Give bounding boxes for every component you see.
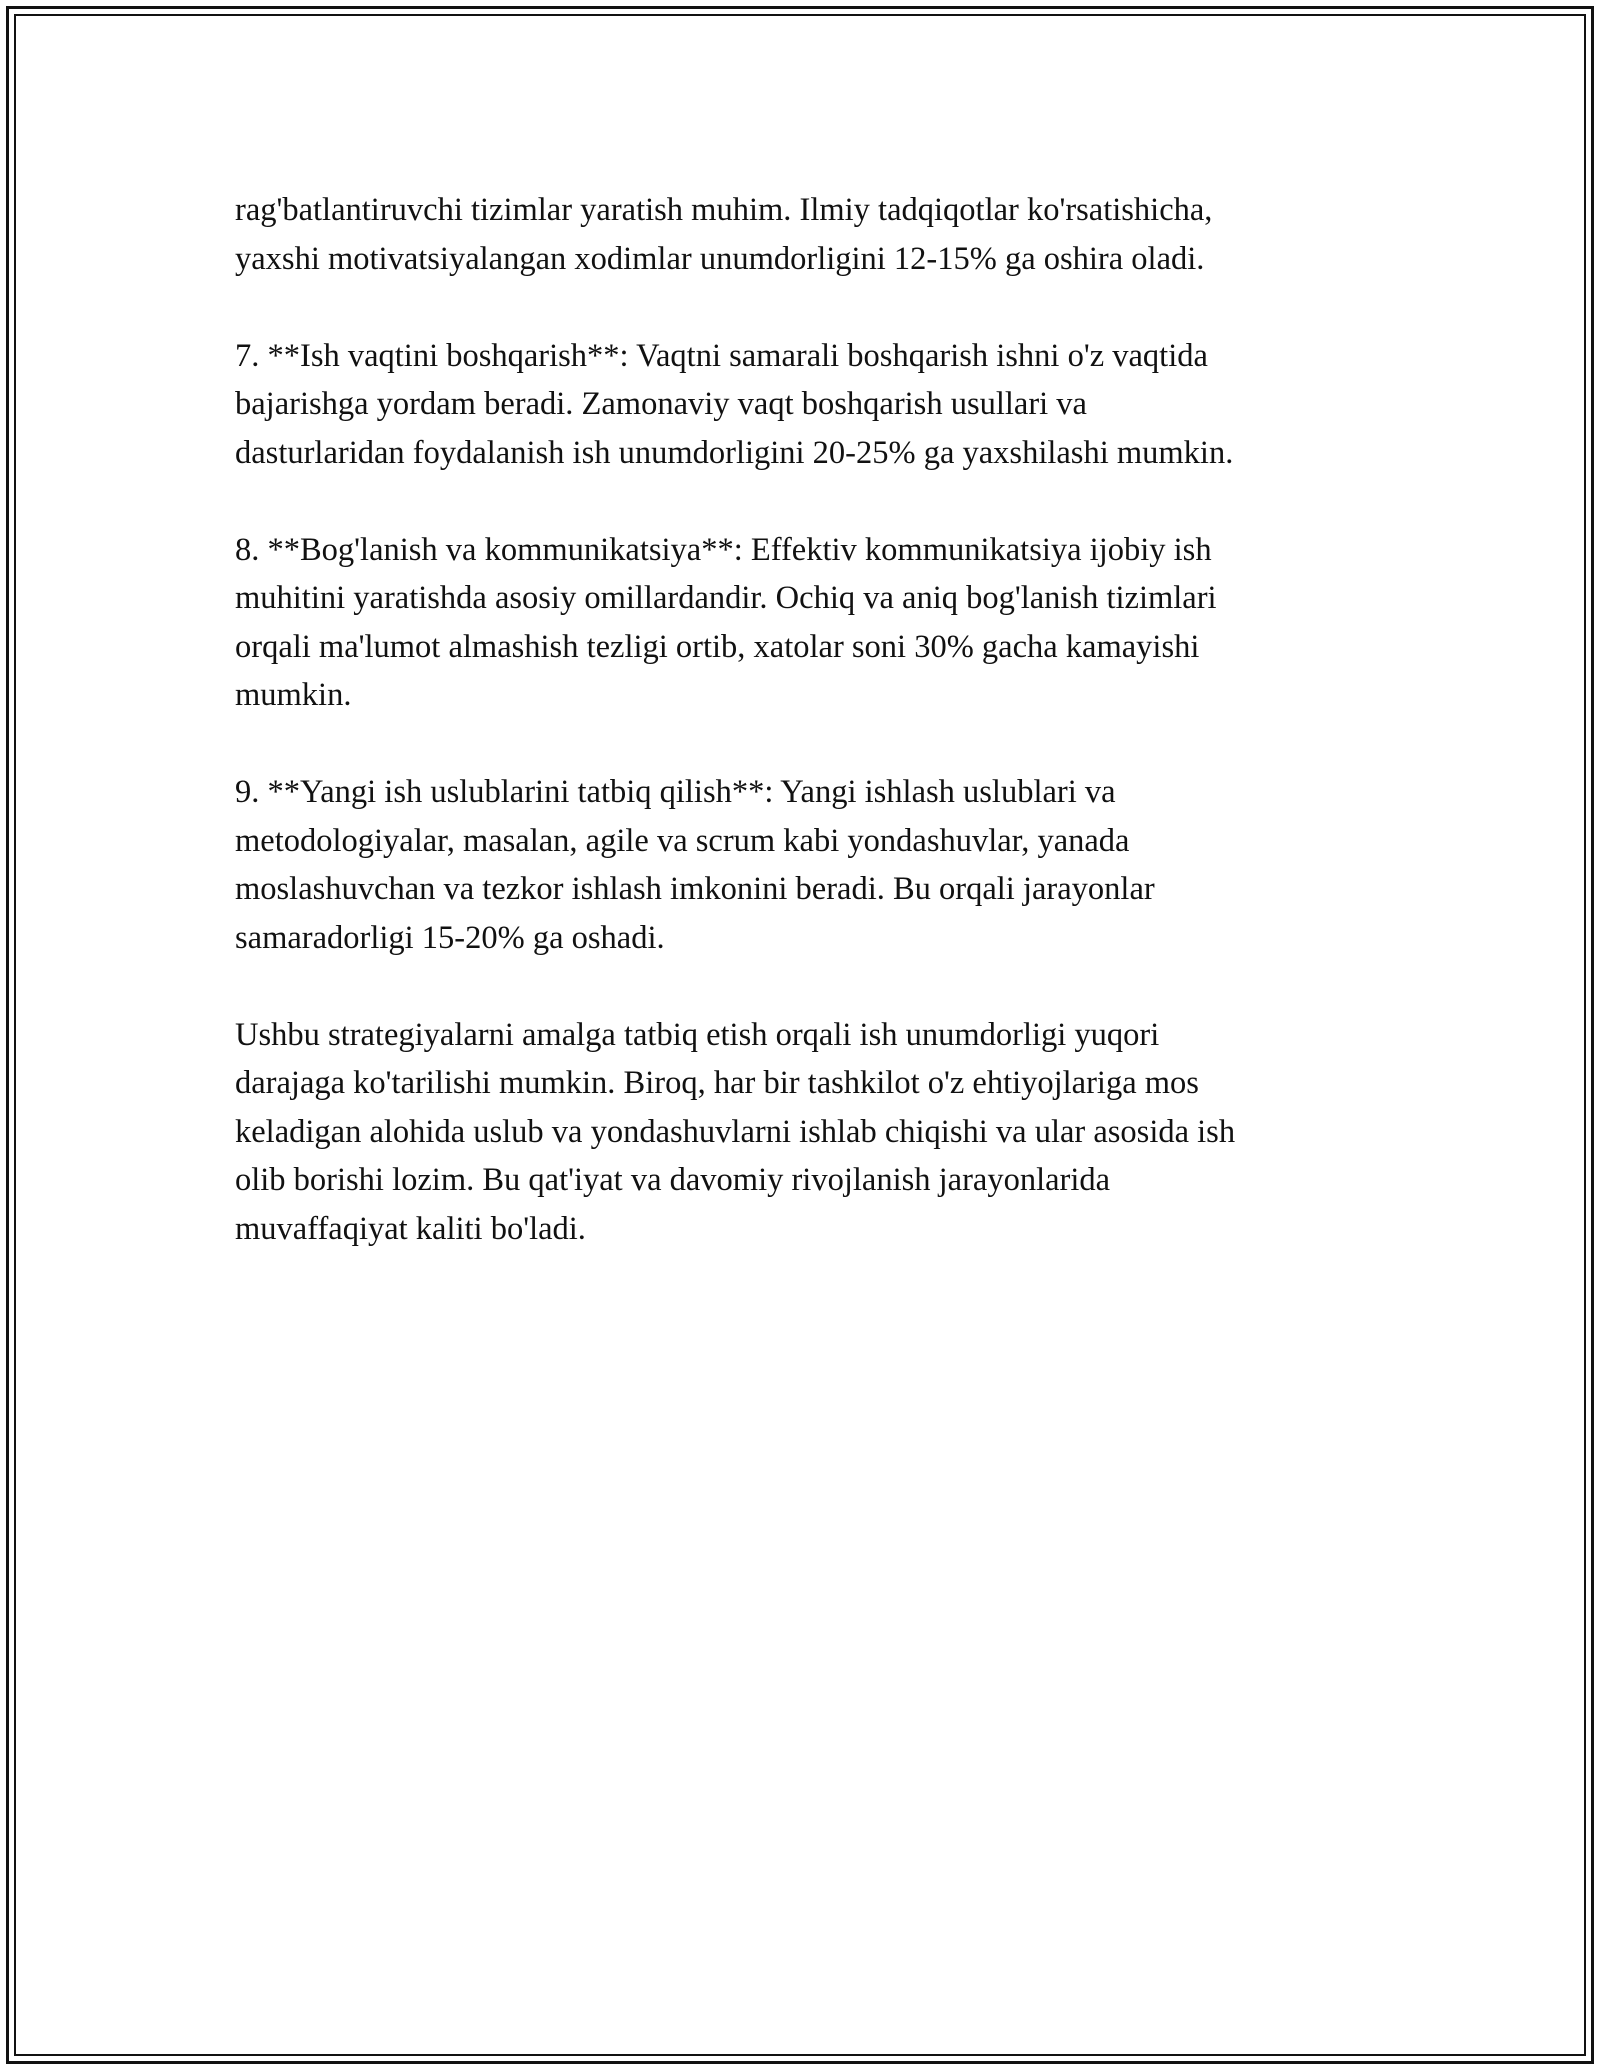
- paragraph-item-8: [235, 526, 1385, 720]
- paragraph-conclusion: [235, 1011, 1385, 1254]
- paragraph-item-7: [235, 332, 1385, 478]
- text-line: 9. **Yangi ish uslublarini tatbiq qilish**: Yangi ishlash uslublari va: [235, 774, 1116, 810]
- text-line: darajaga ko'tarilishi mumkin. Biroq, har bir tashkilot o'z ehtiyojlariga mos: [235, 1065, 1199, 1101]
- text-line: keladigan alohida uslub va yondashuvlarni ishlab chiqishi va ular asosida ish: [235, 1113, 1236, 1150]
- paragraph-continuation: [235, 186, 1385, 283]
- text-line: 8. **Bog'lanish va kommunikatsiya**: Effektiv kommunikatsiya ijobiy ish: [235, 531, 1212, 568]
- text-line: orqali ma'lumot almashish tezligi ortib, xatolar soni 30% gacha kamayishi: [235, 628, 1200, 665]
- text-line: samaradorligi 15-20% ga oshadi.: [235, 919, 665, 956]
- text-line: dasturlaridan foydalanish ish unumdorligini 20-25% ga yaxshilashi mumkin.: [235, 434, 1234, 471]
- text-line: yaxshi motivatsiyalangan xodimlar unumdorligini 12-15% ga oshira oladi.: [235, 240, 1205, 277]
- text-line: bajarishga yordam beradi. Zamonaviy vaqt boshqarish usullari va: [235, 386, 1087, 422]
- text-line: 7. **Ish vaqtini boshqarish**: Vaqtni samarali boshqarish ishni o'z vaqtida: [235, 337, 1208, 374]
- paragraph-item-9: [235, 768, 1385, 962]
- text-line: mumkin.: [235, 677, 352, 713]
- text-line: muhitini yaratishda asosiy omillardandir. Ochiq va aniq bog'lanish tizimlari: [235, 580, 1217, 616]
- text-line: muvaffaqiyat kaliti bo'ladi.: [235, 1210, 586, 1247]
- text-line: rag'batlantiruvchi tizimlar yaratish muhim. Ilmiy tadqiqotlar ko'rsatishicha,: [235, 192, 1213, 228]
- document-body: [235, 186, 1385, 1302]
- text-line: olib borishi lozim. Bu qat'iyat va davomiy rivojlanish jarayonlarida: [235, 1162, 1111, 1198]
- text-line: Ushbu strategiyalarni amalga tatbiq etish orqali ish unumdorligi yuqori: [235, 1016, 1160, 1053]
- text-line: metodologiyalar, masalan, agile va scrum kabi yondashuvlar, yanada: [235, 822, 1130, 859]
- text-line: moslashuvchan va tezkor ishlash imkonini beradi. Bu orqali jarayonlar: [235, 871, 1155, 907]
